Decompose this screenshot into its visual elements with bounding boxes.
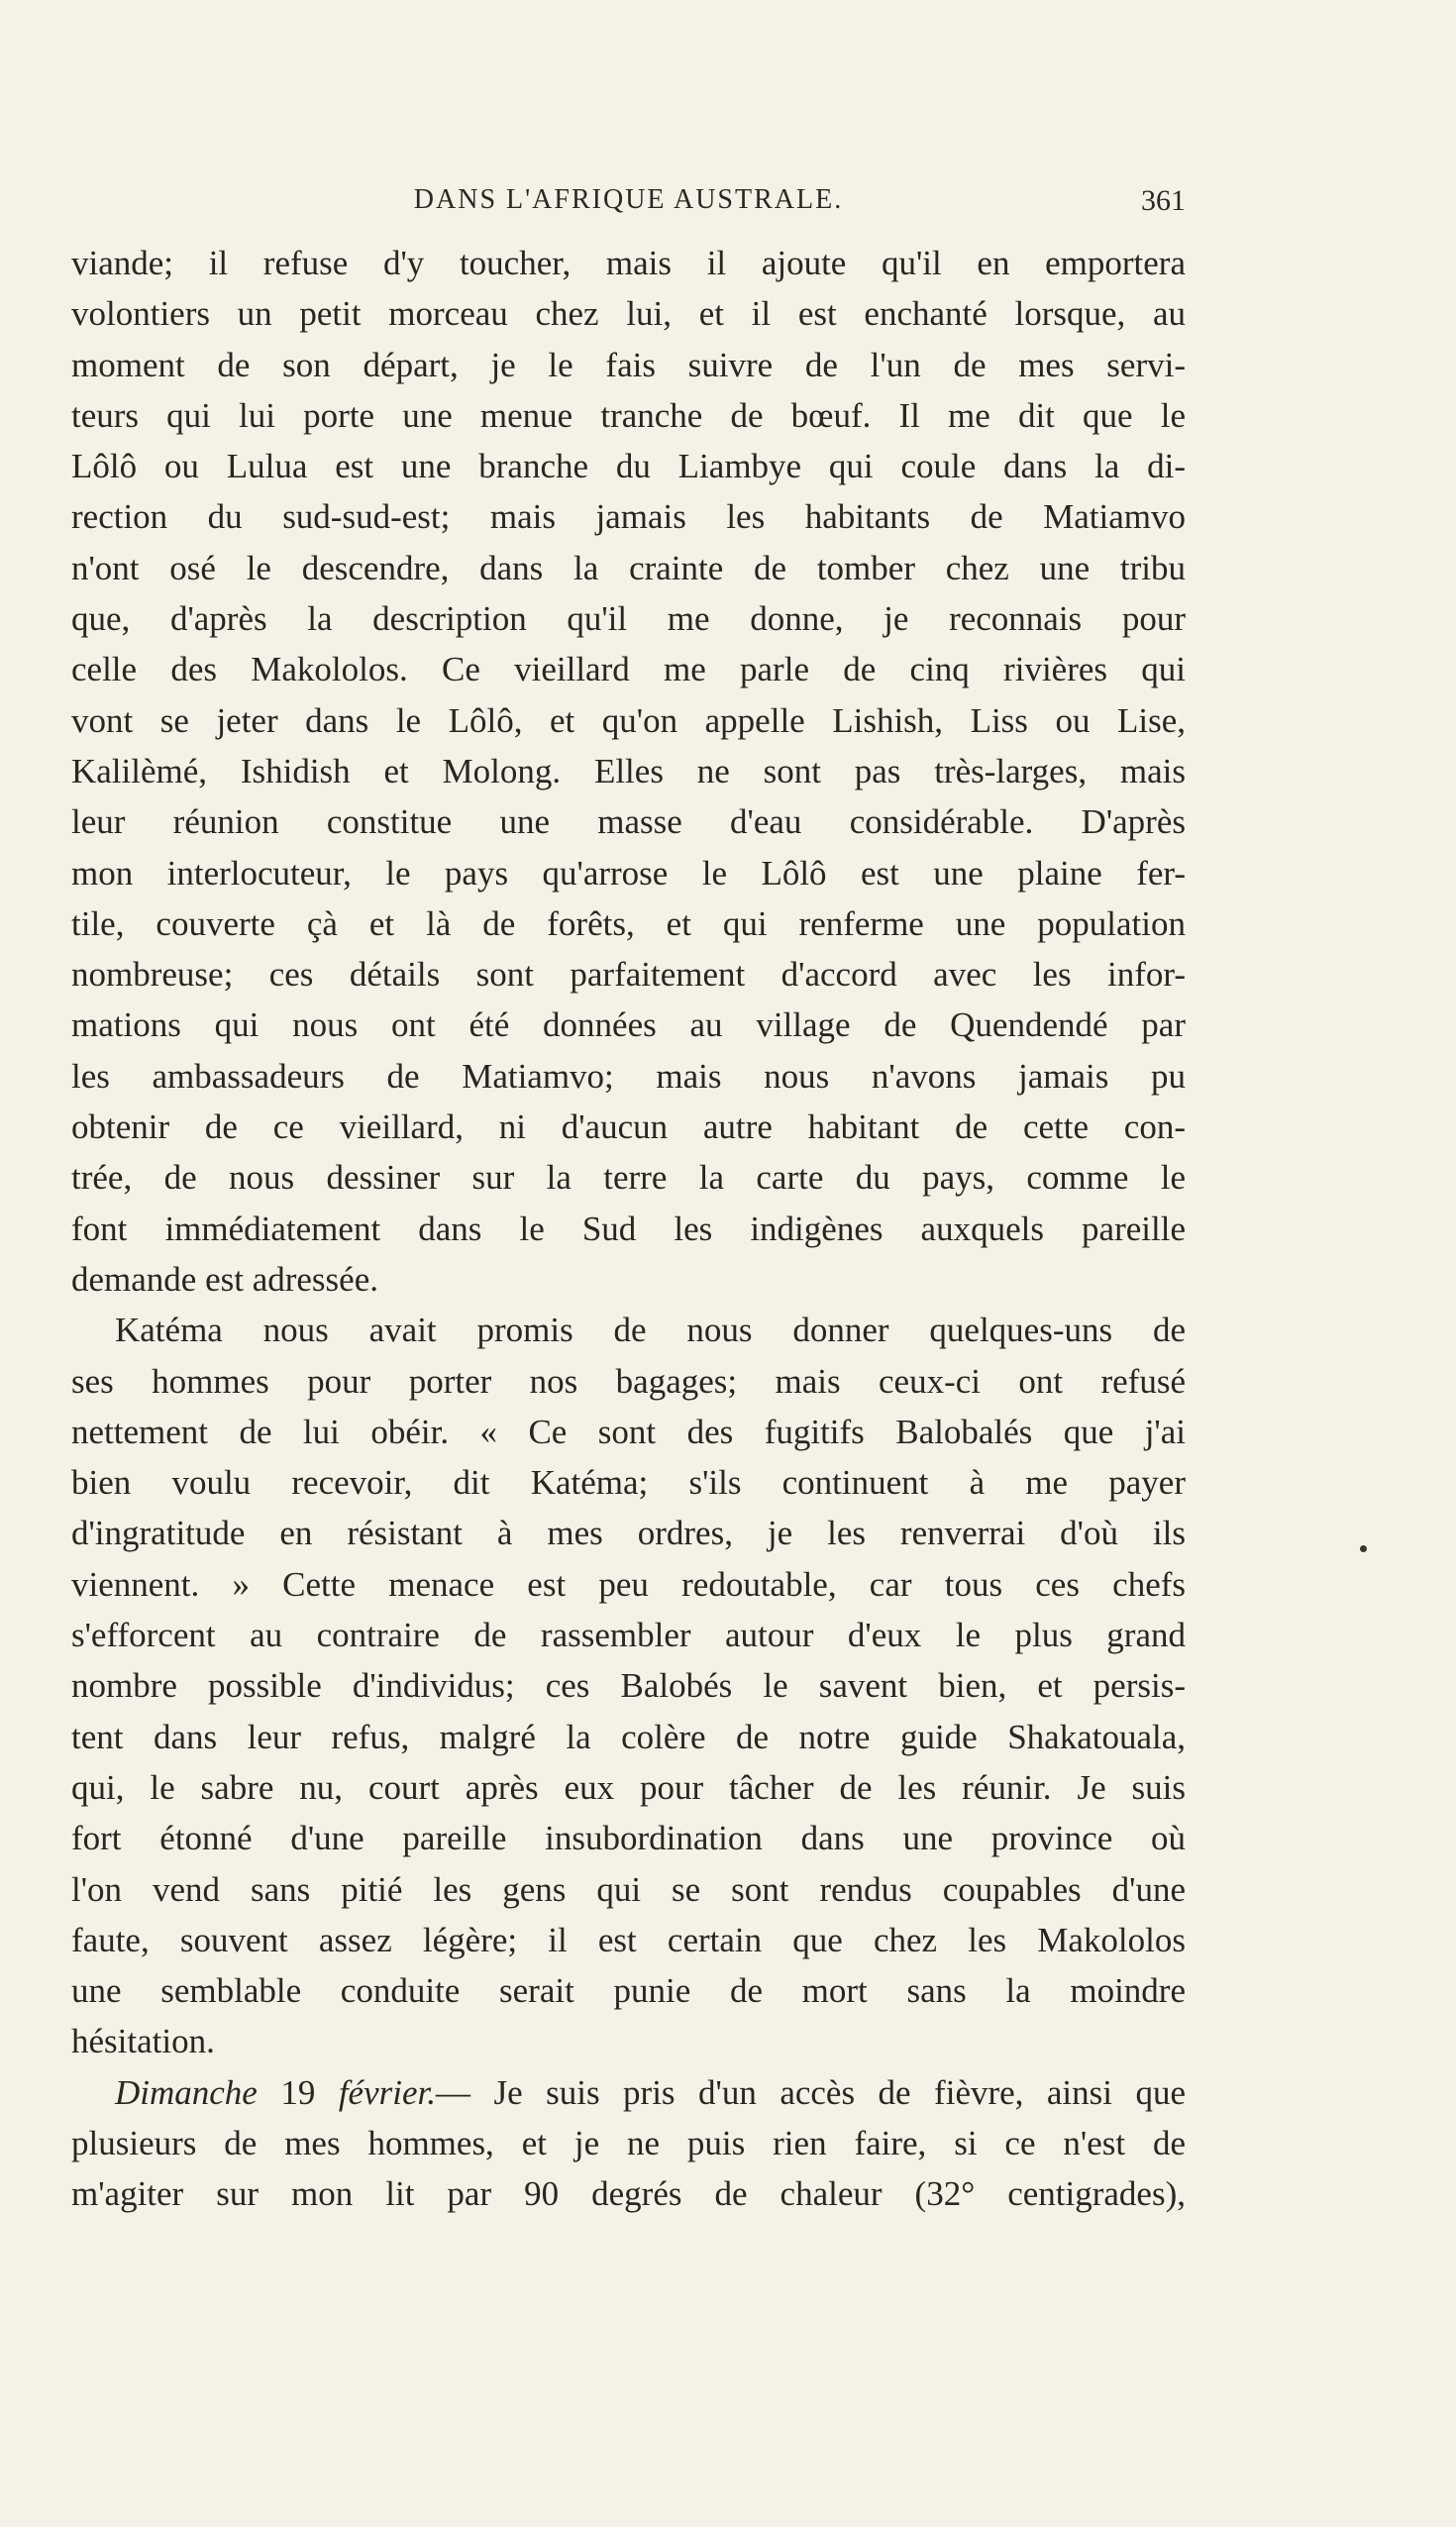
text-line: nombre possible d'individus; ces Balobés le savent bien, et persis- <box>71 1666 1186 1706</box>
text-line: les ambassadeurs de Matiamvo; mais nous n'avons jamais pu <box>71 1056 1186 1096</box>
text-line: fort étonné d'une pareille insubordination dans une province où <box>71 1819 1186 1858</box>
paragraph-1 <box>71 238 1186 1305</box>
text-line: qui, le sabre nu, court après eux pour tâcher de les réunir. Je suis <box>71 1767 1186 1807</box>
dated-entry-line <box>71 2067 1186 2118</box>
text-line: leur réunion constitue une masse d'eau considérable. D'après <box>71 802 1186 842</box>
text-line: d'ingratitude en résistant à mes ordres, je les renverrai d'où ils <box>71 1514 1186 1553</box>
text-line: s'efforcent au contraire de rassembler autour d'eux le plus grand <box>71 1616 1186 1655</box>
body-text <box>71 238 1186 2220</box>
text-line: une semblable conduite serait punie de mort sans la moindre <box>71 1971 1186 2011</box>
text-line: rection du sud-sud-est; mais jamais les habitants de Matiamvo <box>71 497 1186 537</box>
text-line: nettement de lui obéir. « Ce sont des fugitifs Balobalés que j'ai <box>71 1412 1186 1451</box>
text-line: l'on vend sans pitié les gens qui se sont rendus coupables d'une <box>71 1869 1186 1909</box>
text-line: n'ont osé le descendre, dans la crainte de tomber chez une tribu <box>71 548 1186 587</box>
text-line: moment de son départ, je le fais suivre de l'un de mes servi- <box>71 345 1186 384</box>
text-line: viande; il refuse d'y toucher, mais il ajoute qu'il en emportera <box>71 244 1186 282</box>
paragraph-3 <box>71 2067 1186 2220</box>
text-line: m'agiter sur mon lit par 90 degrés de chaleur (32° centigrades), <box>71 2174 1186 2214</box>
page-number: 361 <box>1141 184 1186 217</box>
text-line: mations qui nous ont été données au village de Quendendé par <box>71 1005 1186 1045</box>
paragraph-2 <box>71 1305 1186 2066</box>
entry-day: 19 <box>280 2072 316 2112</box>
text-line: nombreuse; ces détails sont parfaitement d'accord avec les infor- <box>71 955 1186 995</box>
text-line: faute, souvent assez légère; il est certain que chez les Makololos <box>71 1920 1186 1959</box>
text-line: celle des Makololos. Ce vieillard me parle de cinq rivières qui <box>71 650 1186 689</box>
text-line: que, d'après la description qu'il me donne, je reconnais pour <box>71 599 1186 639</box>
text-line: viennent. » Cette menace est peu redoutable, car tous ces chefs <box>71 1564 1186 1604</box>
text-line: Katéma nous avait promis de nous donner quelques-uns de <box>115 1311 1186 1350</box>
text-line: plusieurs de mes hommes, et je ne puis rien faire, si ce n'est de <box>71 2123 1186 2162</box>
text-line: hésitation. <box>71 2022 215 2061</box>
entry-month: février. <box>338 2072 436 2112</box>
text-line: ses hommes pour porter nos bagages; mais ceux-ci ont refusé <box>71 1361 1186 1401</box>
running-head <box>71 184 1186 228</box>
text-line: font immédiatement dans le Sud les indigènes auxquels pareille <box>71 1209 1186 1248</box>
text-line: demande est adressée. <box>71 1259 378 1299</box>
text-line: mon interlocuteur, le pays qu'arrose le Lôlô est une plaine fer- <box>71 853 1186 893</box>
ink-speck <box>1360 1545 1367 1552</box>
text-line: Lôlô ou Lulua est une branche du Liambye qui coule dans la di- <box>71 447 1186 486</box>
text-line: Kalilèmé, Ishidish et Molong. Elles ne sont pas très-larges, mais <box>71 751 1186 790</box>
text-line: teurs qui lui porte une menue tranche de bœuf. Il me dit que le <box>71 395 1186 435</box>
entry-text: — Je suis pris d'un accès de fièvre, ainsi que <box>436 2072 1187 2112</box>
text-line: trée, de nous dessiner sur la terre la carte du pays, comme le <box>71 1158 1186 1198</box>
text-line: bien voulu recevoir, dit Katéma; s'ils continuent à me payer <box>71 1463 1186 1503</box>
running-title: DANS L'AFRIQUE AUSTRALE. <box>413 184 844 215</box>
text-line: obtenir de ce vieillard, ni d'aucun autre habitant de cette con- <box>71 1107 1186 1147</box>
text-line: volontiers un petit morceau chez lui, et il est enchanté lorsque, au <box>71 294 1186 334</box>
entry-weekday: Dimanche <box>115 2072 258 2112</box>
text-line: vont se jeter dans le Lôlô, et qu'on appelle Lishish, Liss ou Lise, <box>71 700 1186 740</box>
text-line: tent dans leur refus, malgré la colère de notre guide Shakatouala, <box>71 1717 1186 1756</box>
text-line: tile, couverte çà et là de forêts, et qui renferme une population <box>71 903 1186 943</box>
